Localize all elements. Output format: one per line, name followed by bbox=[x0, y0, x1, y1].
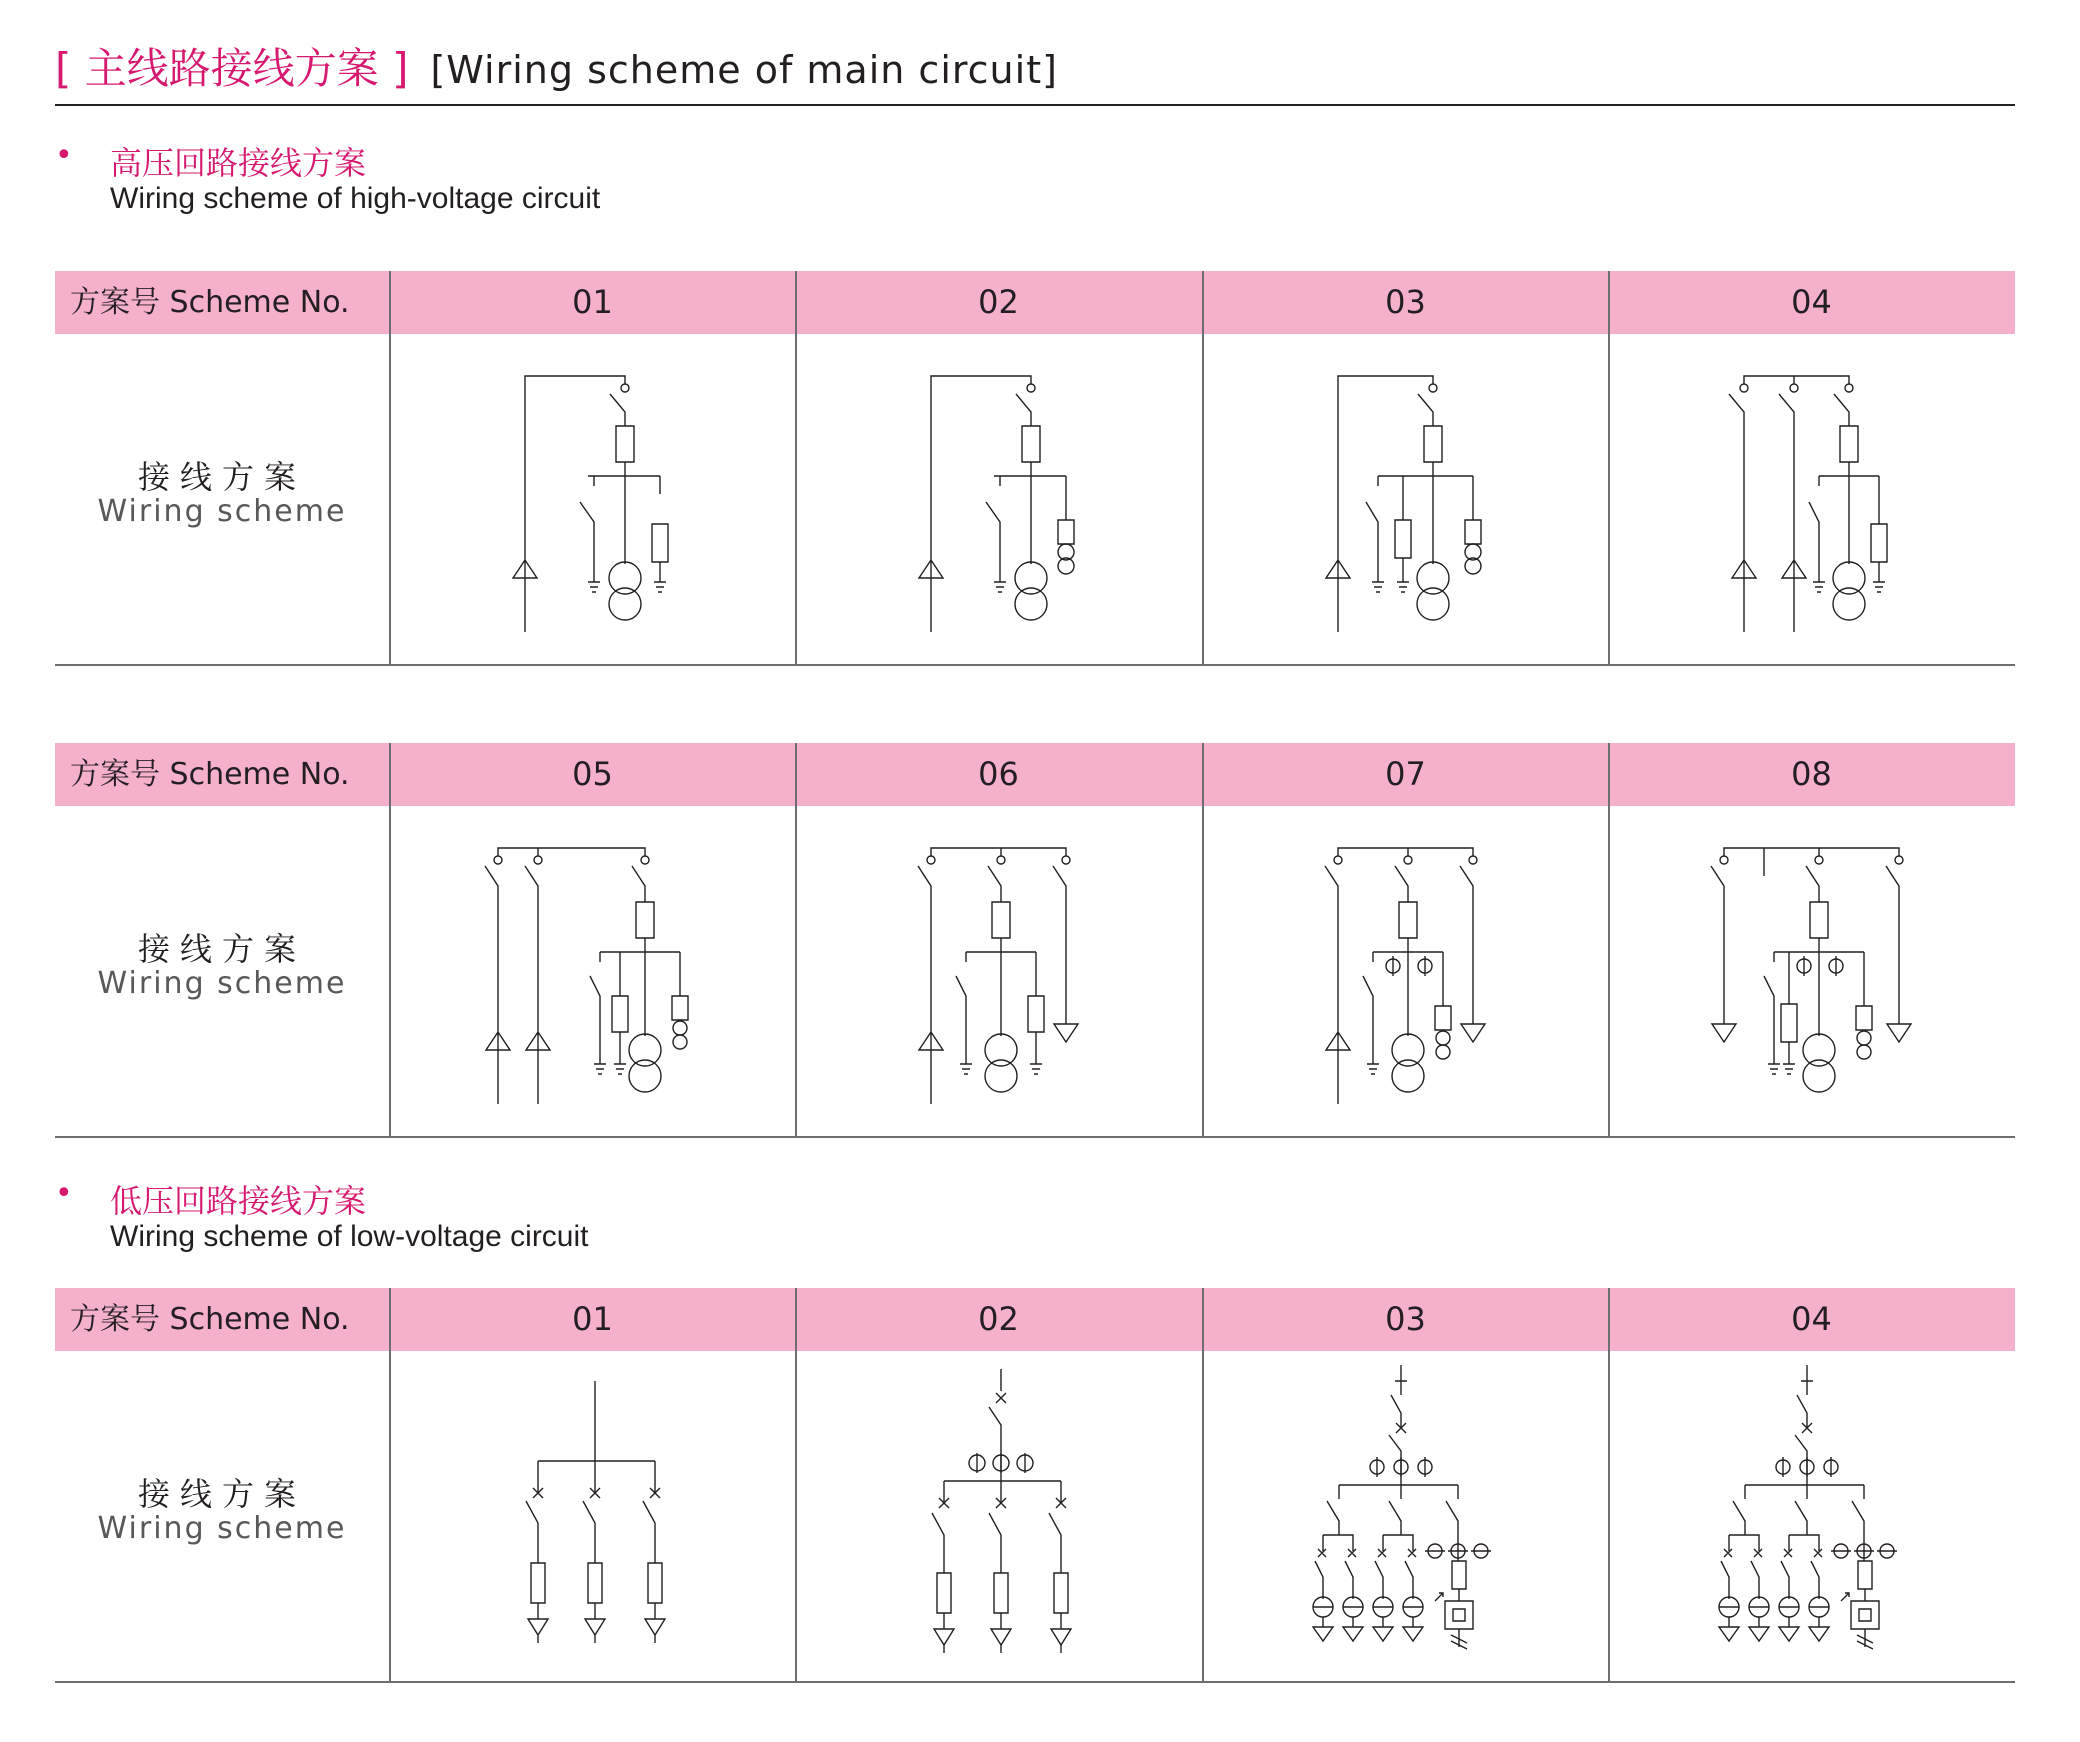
scheme-number: 05 bbox=[572, 755, 613, 793]
table-header-row bbox=[55, 743, 2015, 806]
bullet-icon: • bbox=[55, 1176, 73, 1211]
section-heading-zh: 高压回路接线方案 bbox=[110, 144, 367, 182]
wiring-diagram-hv-05 bbox=[390, 806, 795, 1136]
wiring-diagram-lv-02 bbox=[796, 1351, 1201, 1681]
table-header-row bbox=[55, 1288, 2015, 1351]
wiring-diagram-hv-08 bbox=[1609, 806, 2014, 1136]
page-title-en: [Wiring scheme of main circuit] bbox=[430, 48, 1058, 92]
scheme-number: 01 bbox=[572, 1300, 613, 1338]
wiring-diagram-lv-01 bbox=[390, 1351, 795, 1681]
table-bottom-rule bbox=[55, 1136, 2015, 1138]
wiring-diagram-hv-03 bbox=[1203, 334, 1608, 664]
scheme-table-hv-1 bbox=[55, 271, 2015, 666]
scheme-number: 02 bbox=[978, 283, 1019, 321]
scheme-number: 04 bbox=[1791, 1300, 1832, 1338]
wiring-label-en: Wiring scheme bbox=[97, 1511, 347, 1546]
wiring-diagram-hv-06 bbox=[796, 806, 1201, 1136]
scheme-number: 01 bbox=[572, 283, 613, 321]
scheme-no-label: 方案号 Scheme No. bbox=[70, 757, 350, 792]
wiring-diagram-hv-01 bbox=[390, 334, 795, 664]
scheme-number: 08 bbox=[1791, 755, 1832, 793]
table-bottom-rule bbox=[55, 1681, 2015, 1683]
wiring-label-en: Wiring scheme bbox=[97, 966, 347, 1001]
wiring-diagram-lv-04 bbox=[1609, 1351, 2014, 1681]
title-divider bbox=[55, 104, 2015, 106]
scheme-number: 06 bbox=[978, 755, 1019, 793]
section-heading-en: Wiring scheme of low-voltage circuit bbox=[110, 1220, 589, 1253]
scheme-number: 02 bbox=[978, 1300, 1019, 1338]
wiring-diagram-hv-02 bbox=[796, 334, 1201, 664]
wiring-label-zh: 接线方案 bbox=[137, 458, 306, 496]
scheme-number: 07 bbox=[1385, 755, 1426, 793]
scheme-table-lv bbox=[55, 1288, 2015, 1683]
scheme-number: 04 bbox=[1791, 283, 1832, 321]
section-heading-zh: 低压回路接线方案 bbox=[110, 1182, 367, 1220]
section-heading-en: Wiring scheme of high-voltage circuit bbox=[110, 182, 601, 215]
wiring-label-zh: 接线方案 bbox=[137, 930, 306, 968]
wiring-diagram-hv-07 bbox=[1203, 806, 1608, 1136]
scheme-number: 03 bbox=[1385, 283, 1426, 321]
scheme-no-label: 方案号 Scheme No. bbox=[70, 285, 350, 320]
wiring-diagram-lv-03 bbox=[1203, 1351, 1608, 1681]
page-title-zh: [ 主线路接线方案 ] bbox=[55, 44, 409, 93]
table-bottom-rule bbox=[55, 664, 2015, 666]
wiring-label-en: Wiring scheme bbox=[97, 494, 347, 529]
wiring-diagram-hv-04 bbox=[1609, 334, 2014, 664]
scheme-table-hv-2 bbox=[55, 743, 2015, 1138]
wiring-label-zh: 接线方案 bbox=[137, 1475, 306, 1513]
scheme-no-label: 方案号 Scheme No. bbox=[70, 1302, 350, 1337]
bullet-icon: • bbox=[55, 138, 73, 173]
page-title bbox=[55, 36, 1058, 96]
table-header-row bbox=[55, 271, 2015, 334]
scheme-number: 03 bbox=[1385, 1300, 1426, 1338]
